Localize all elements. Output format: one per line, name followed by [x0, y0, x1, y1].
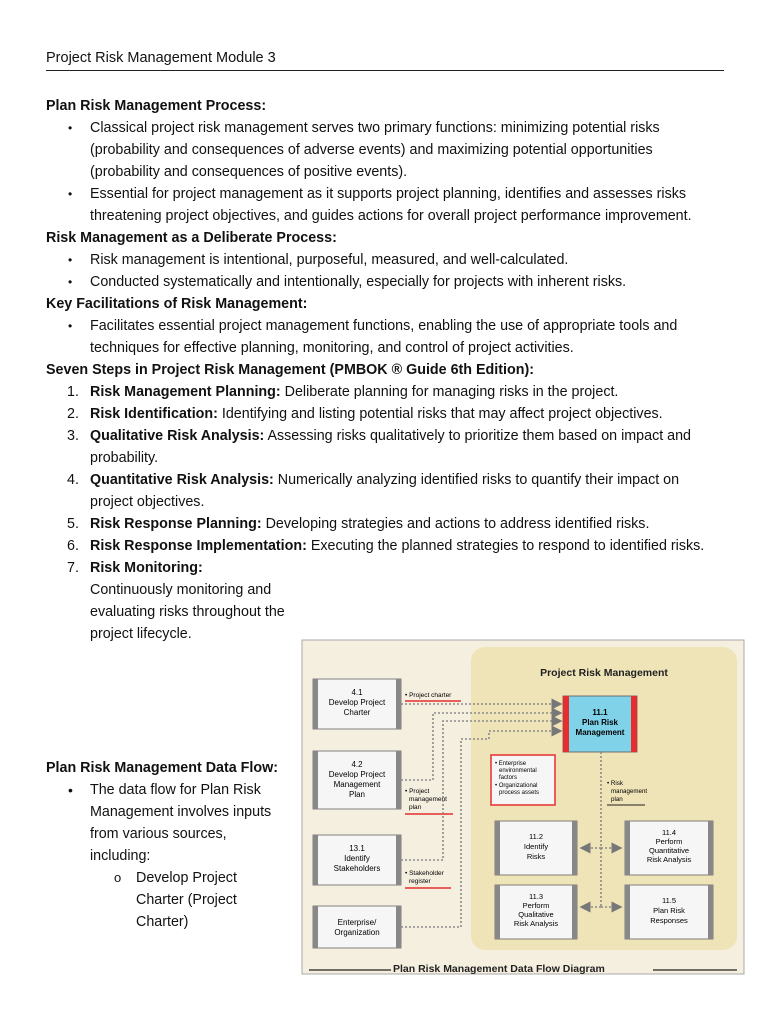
- data-flow-sublist: [46, 867, 286, 933]
- list-item: • Risk management is intentional, purposeful, measured, and well-calculated.: [90, 249, 724, 271]
- svg-text:environmental: environmental: [499, 768, 537, 774]
- step-term: Quantitative Risk Analysis:: [90, 472, 274, 488]
- section-heading-deliberate: Risk Management as a Deliberate Process:: [46, 230, 337, 246]
- data-flow-section: [46, 757, 286, 933]
- step-number: 1.: [67, 384, 79, 400]
- step-desc: Continuously monitoring and evaluating risks throughout the project lifecycle.: [90, 582, 285, 642]
- step-number: 4.: [67, 472, 79, 488]
- list-item: o Develop Project Charter (Project Charter): [136, 867, 286, 933]
- svg-text:factors: factors: [499, 775, 518, 781]
- section-heading-plan-process: Plan Risk Management Process:: [46, 98, 267, 114]
- label-pm-plan-1: • Project: [405, 788, 430, 795]
- plan-process-list: [46, 117, 724, 227]
- list-item: • Classical project risk management serves two primary functions: minimizing potential risks (probability and consequences of adverse events) and maximizing potential opportunities (probability and consequences of positive events).: [90, 117, 724, 183]
- svg-text:11.3: 11.3: [528, 892, 544, 901]
- svg-text:• Enterprise: • Enterprise: [495, 761, 527, 767]
- section-heading-data-flow: Plan Risk Management Data Flow:: [46, 760, 278, 776]
- list-item: • The data flow for Plan Risk Management involves inputs from various sources, including:: [90, 779, 286, 867]
- svg-text:11.2: 11.2: [528, 832, 544, 841]
- svg-text:Stakeholders: Stakeholders: [333, 864, 381, 873]
- svg-text:Perform: Perform: [655, 837, 683, 846]
- svg-text:Plan Risk: Plan Risk: [581, 718, 619, 727]
- label-pm-plan-2: management: [409, 796, 447, 803]
- label-stakeholder-register-1: • Stakeholder: [405, 870, 444, 877]
- step-desc: Executing the planned strategies to respond to identified risks.: [306, 538, 705, 554]
- data-flow-list: [46, 779, 286, 867]
- box-enterprise-organization: [313, 906, 401, 948]
- diagram-caption: Plan Risk Management Data Flow Diagram: [393, 963, 605, 975]
- list-item: • Facilitates essential project management functions, enabling the use of appropriate tools and techniques for effective planning, monitoring, and control of project activities.: [90, 315, 724, 359]
- box-develop-pm-plan: [313, 751, 401, 809]
- svg-text:Risk Analysis: Risk Analysis: [513, 919, 559, 928]
- step-desc: Identifying and listing potential risks that may affect project objectives.: [217, 406, 663, 422]
- list-item: [67, 425, 724, 469]
- section-heading-facilitations: Key Facilitations of Risk Management:: [46, 296, 308, 312]
- svg-text:process assets: process assets: [499, 790, 540, 796]
- box-identify-risks: [495, 821, 577, 875]
- svg-text:Develop Project: Develop Project: [328, 770, 386, 779]
- list-item: [67, 381, 724, 403]
- box-eef-opa: [491, 755, 555, 805]
- svg-text:Management: Management: [333, 780, 381, 789]
- svg-text:Organization: Organization: [334, 928, 380, 937]
- seven-steps-list: [46, 381, 724, 645]
- step-number: 3.: [67, 428, 79, 444]
- svg-text:4.2: 4.2: [351, 760, 363, 769]
- step-desc: Developing strategies and actions to address identified risks.: [261, 516, 650, 532]
- list-item: • Essential for project management as it supports project planning, identifies and assesses risks threatening project objectives, and guides actions for overall project performance improvement.: [90, 183, 724, 227]
- list-item: [67, 557, 290, 645]
- step-desc: Deliberate planning for managing risks in the project.: [280, 384, 619, 400]
- svg-text:Enterprise/: Enterprise/: [337, 918, 377, 927]
- step-term: Risk Response Implementation:: [90, 538, 307, 554]
- box-quantitative-analysis: [625, 821, 713, 875]
- document-body: [46, 95, 724, 645]
- step-number: 6.: [67, 538, 79, 554]
- svg-text:13.1: 13.1: [349, 844, 365, 853]
- step-term: Risk Response Planning:: [90, 516, 262, 532]
- list-item: [67, 403, 724, 425]
- list-item: [67, 535, 724, 557]
- svg-text:4.1: 4.1: [351, 688, 363, 697]
- label-rm-plan-3: plan: [611, 796, 623, 803]
- label-rm-plan-1: • Risk: [607, 780, 623, 787]
- step-term: Risk Monitoring:: [90, 560, 203, 576]
- box-develop-charter: [313, 679, 401, 729]
- step-desc: Assessing risks qualitatively to prioritize them based on impact and probability.: [90, 428, 692, 466]
- svg-text:• Organizational: • Organizational: [495, 783, 538, 789]
- step-number: 2.: [67, 406, 79, 422]
- box-identify-stakeholders: [313, 835, 401, 885]
- svg-text:Plan: Plan: [348, 790, 366, 799]
- box-qualitative-analysis: [495, 885, 577, 939]
- page-header: Project Risk Management Module 3: [46, 50, 724, 71]
- svg-text:Qualitative: Qualitative: [518, 910, 554, 919]
- svg-text:Charter: Charter: [343, 708, 371, 717]
- step-term: Qualitative Risk Analysis:: [90, 428, 265, 444]
- step-number: 7.: [67, 560, 79, 576]
- label-project-charter: • Project charter: [405, 692, 452, 699]
- diagram-svg: [301, 639, 745, 975]
- svg-text:11.1: 11.1: [592, 708, 608, 717]
- data-flow-diagram: [301, 639, 745, 975]
- svg-text:Responses: Responses: [650, 916, 688, 925]
- box-plan-risk-management: [563, 696, 637, 752]
- section-heading-seven-steps: Seven Steps in Project Risk Management (PMBOK ® Guide 6th Edition):: [46, 362, 534, 378]
- svg-text:Risks: Risks: [526, 852, 546, 861]
- svg-text:Quantitative: Quantitative: [648, 846, 690, 855]
- list-item: [67, 513, 724, 535]
- svg-text:Risk Analysis: Risk Analysis: [646, 855, 692, 864]
- box-plan-risk-responses: [625, 885, 713, 939]
- label-pm-plan-3: plan: [409, 804, 422, 811]
- label-stakeholder-register-2: register: [409, 878, 431, 885]
- step-term: Risk Management Planning:: [90, 384, 281, 400]
- list-item: • Conducted systematically and intentionally, especially for projects with inherent risks.: [90, 271, 724, 293]
- step-number: 5.: [67, 516, 79, 532]
- svg-text:Identify: Identify: [344, 854, 370, 863]
- svg-text:11.5: 11.5: [661, 896, 677, 905]
- svg-text:Plan Risk: Plan Risk: [653, 906, 685, 915]
- svg-text:Develop Project: Develop Project: [328, 698, 386, 707]
- deliberate-list: [46, 249, 724, 293]
- panel-title: Project Risk Management: [540, 667, 668, 679]
- step-term: Risk Identification:: [90, 406, 218, 422]
- svg-text:Perform: Perform: [522, 901, 550, 910]
- label-rm-plan-2: management: [611, 788, 648, 795]
- svg-text:Identify: Identify: [523, 842, 549, 851]
- svg-text:Management: Management: [575, 728, 625, 737]
- svg-text:11.4: 11.4: [661, 828, 677, 837]
- facilitations-list: [46, 315, 724, 359]
- list-item: [67, 469, 724, 513]
- step-desc: Numerically analyzing identified risks to quantify their impact on project objectives.: [90, 472, 680, 510]
